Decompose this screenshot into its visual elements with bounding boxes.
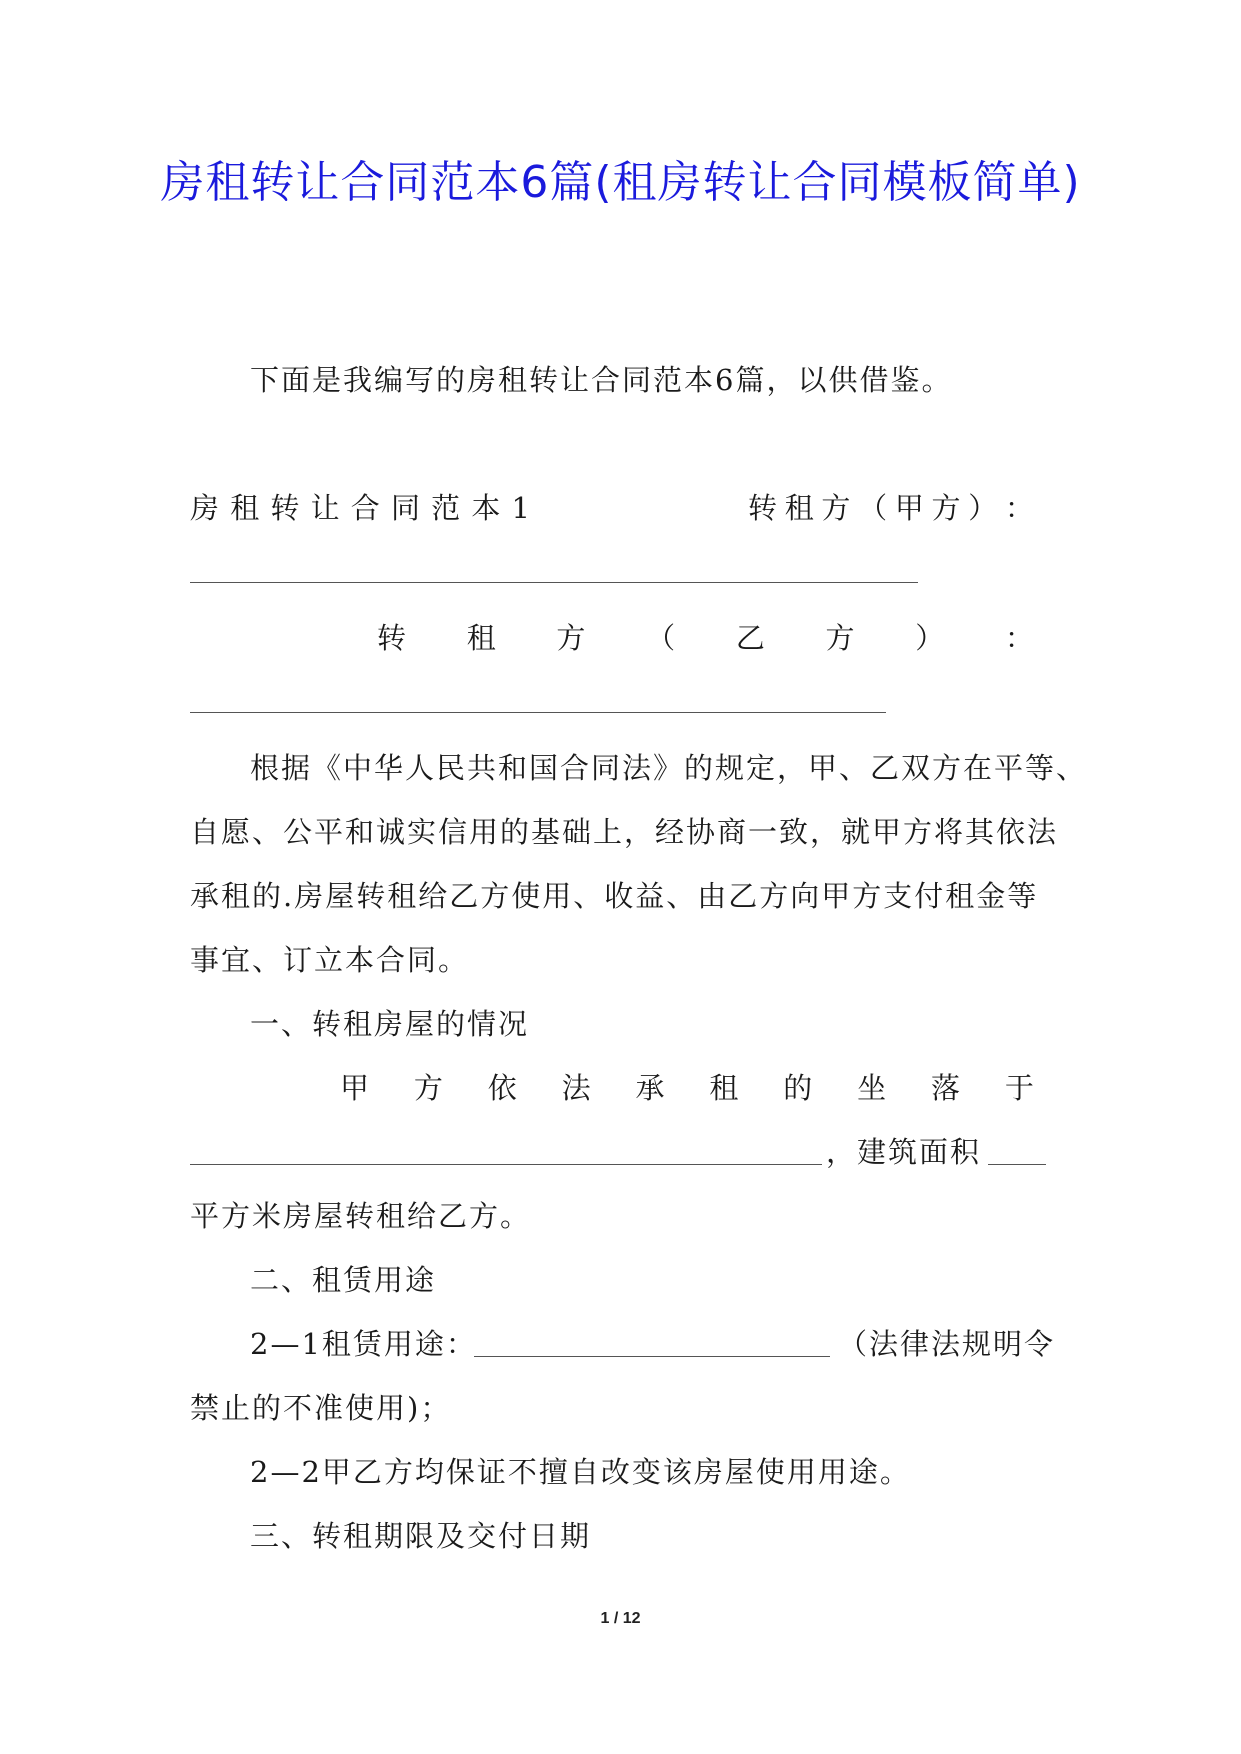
item-2-2: 2—2甲乙方均保证不擅自改变该房屋使用用途。 [250, 1455, 911, 1489]
spread-char: 方 [931, 491, 961, 525]
spread-char: 的 [783, 1071, 813, 1105]
spread-char: 转 [270, 491, 300, 525]
party-a-blank-line [190, 582, 918, 583]
area-label: ，建筑面积 [826, 1135, 982, 1169]
transfer-text: 平方米房屋转租给乙方。 [190, 1199, 532, 1233]
spread-char: 合 [350, 491, 380, 525]
page-number: 1 / 12 [600, 1610, 641, 1627]
paragraph-line: 自愿、公平和诚实信用的基础上，经协商一致，就甲方将其依法 [190, 815, 1059, 849]
spread-char: （ [858, 491, 888, 525]
spread-char: 转 [748, 491, 778, 525]
spread-char: 房 [190, 491, 220, 525]
spread-char: ） [968, 491, 998, 525]
location-text [340, 1068, 1034, 1108]
document-title: 房租转让合同范本6篇(租房转让合同模板简单) [160, 157, 1081, 208]
contract-heading [190, 488, 530, 528]
spread-char: 坐 [857, 1071, 887, 1105]
paragraph-line: 承租的.房屋转租给乙方使用、收益、由乙方向甲方支付租金等 [190, 879, 1039, 913]
spread-char: 甲 [340, 1071, 370, 1105]
spread-char: 租 [709, 1071, 739, 1105]
paragraph-line: 根据《中华人民共和国合同法》的规定，甲、乙双方在平等、 [250, 751, 1088, 785]
spread-char: 于 [1004, 1071, 1034, 1105]
section-heading-2: 二、租赁用途 [250, 1263, 437, 1297]
spread-char: （ [646, 621, 676, 655]
spread-char: 落 [931, 1071, 961, 1105]
spread-char: 乙 [735, 621, 765, 655]
spread-char: 范 [431, 491, 461, 525]
location-blank-line [190, 1164, 822, 1165]
spread-char: 租 [230, 491, 260, 525]
spread-char: 依 [487, 1071, 517, 1105]
item-2-1-prefix: 2—1租赁用途： [250, 1327, 477, 1361]
spread-char: ） [915, 621, 945, 655]
spread-char: 方 [825, 621, 855, 655]
usage-blank-line [474, 1356, 830, 1357]
spread-char: 租 [784, 491, 814, 525]
item-2-1-suffix: （法律法规明令 [838, 1327, 1056, 1361]
spread-char: 方 [556, 621, 586, 655]
spread-char: 让 [310, 491, 340, 525]
party-a-label [748, 488, 1034, 528]
spread-char: 方 [821, 491, 851, 525]
spread-char: 租 [466, 621, 496, 655]
intro-paragraph: 下面是我编写的房租转让合同范本6篇，以供借鉴。 [250, 363, 953, 397]
spread-char: 转 [377, 621, 407, 655]
spread-char: 甲 [894, 491, 924, 525]
party-b-blank-line [190, 712, 886, 713]
spread-char: ： [1004, 491, 1034, 525]
spread-char: 1 [511, 491, 530, 525]
spread-char: 方 [413, 1071, 443, 1105]
area-blank-line [988, 1164, 1046, 1165]
spread-char: ： [1004, 621, 1034, 655]
party-b-label [377, 618, 1034, 658]
spread-char: 同 [390, 491, 420, 525]
item-2-1-continuation: 禁止的不准使用)； [190, 1391, 452, 1425]
paragraph-line: 事宜、订立本合同。 [190, 943, 470, 977]
section-heading-3: 三、转租期限及交付日期 [250, 1519, 592, 1553]
spread-char: 法 [561, 1071, 591, 1105]
spread-char: 本 [471, 491, 501, 525]
spread-char: 承 [635, 1071, 665, 1105]
section-heading-1: 一、转租房屋的情况 [250, 1007, 530, 1041]
